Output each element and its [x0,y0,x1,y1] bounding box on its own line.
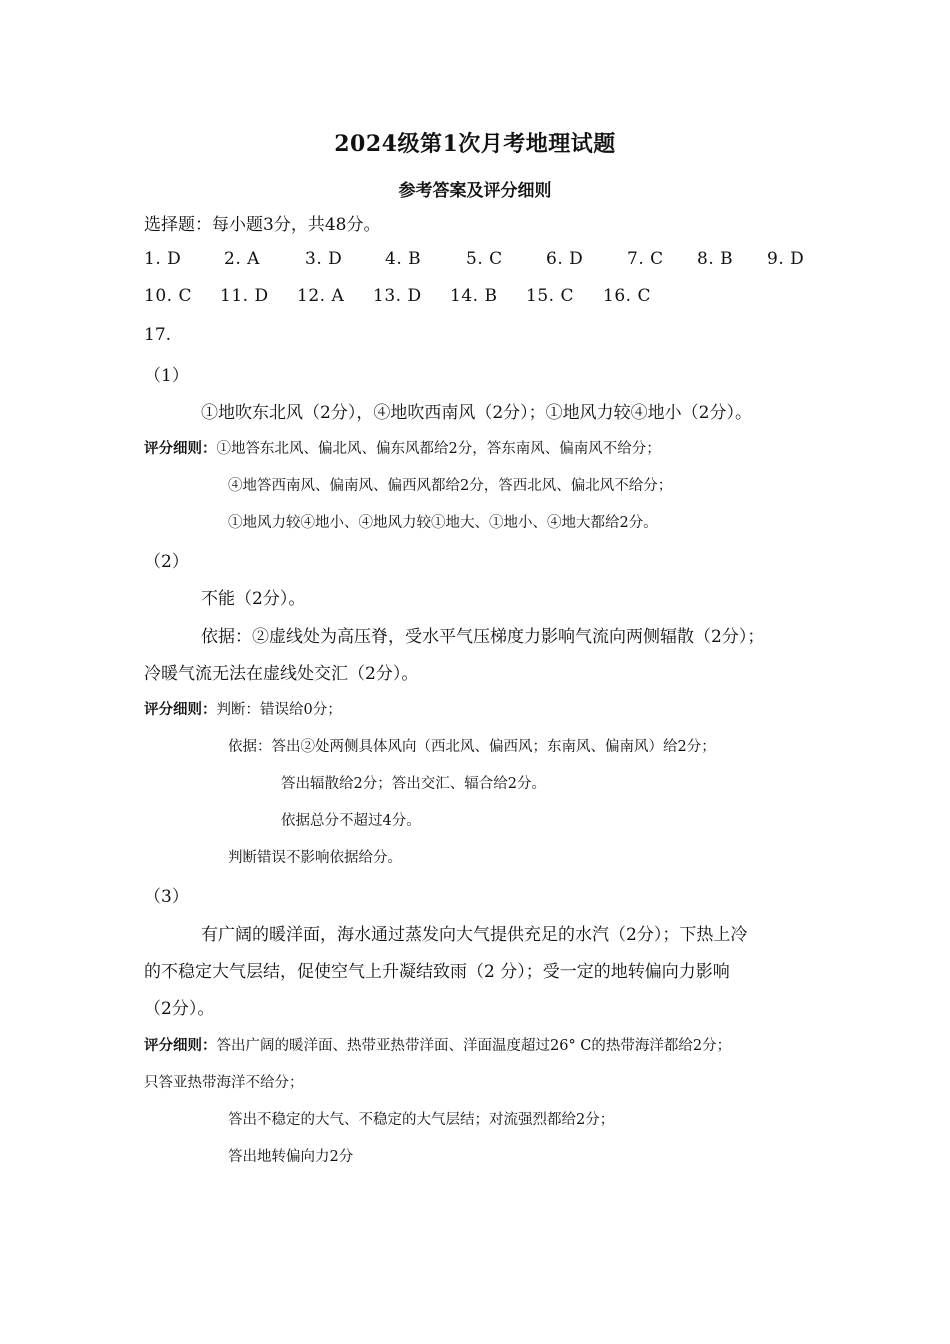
choice-answer: 9. D [767,249,805,269]
part-3-answer: 的不稳定大气层结，促使空气上升凝结致雨（2 分）；受一定的地转偏向力影响 [144,962,730,982]
part-2-label: （2） [144,552,189,572]
rubric-label: 评分细则： [144,1037,217,1054]
rubric-label: 评分细则： [144,440,217,457]
part-1-label: （1） [144,366,189,386]
page-title: 2024级第1次月考地理试题 [334,131,616,157]
choice-answer: 13. D [373,286,422,306]
choice-answer: 15. C [526,286,574,306]
part-3-answer: 有广阔的暖洋面，海水通过蒸发向大气提供充足的水汽（2分）；下热上冷 [201,925,748,945]
page-subtitle: 参考答案及评分细则 [398,181,552,201]
part-3-answer: （2分）。 [144,999,215,1019]
part-3-label: （3） [144,887,189,907]
rubric-line: ①地答东北风、偏北风、偏东风都给2分，答东南风、偏南风不给分； [216,441,661,457]
rubric-line: 判断：错误给0分； [216,702,342,718]
choice-intro: 选择题：每小题3分，共48分。 [144,215,381,235]
part-2-basis: 依据：②虚线处为高压脊，受水平气压梯度力影响气流向两侧辐散（2分）； [201,627,765,647]
rubric-line: 依据总分不超过4分。 [281,813,421,829]
choice-answer: 1. D [144,249,182,269]
rubric-line: 答出辐散给2分；答出交汇、辐合给2分。 [281,776,546,792]
rubric-label: 评分细则： [144,701,217,718]
choice-answer: 10. C [144,286,192,306]
part-1-answer: ①地吹东北风（2分），④地吹西南风（2分）；①地风力较④地小（2分）。 [201,403,752,423]
rubric-line: 答出广阔的暖洋面、热带亚热带洋面、洋面温度超过26° C的热带海洋都给2分； [216,1038,732,1054]
choice-answer: 2. A [224,249,260,269]
choice-answer: 3. D [305,249,343,269]
rubric-line: 答出地转偏向力2分 [228,1149,354,1165]
choice-answer: 12. A [297,286,345,306]
choice-answer: 4. B [385,249,422,269]
question-17-label: 17. [144,325,172,345]
part-2-answer: 不能（2分）。 [201,589,306,609]
choice-answer: 6. D [546,249,584,269]
choice-answer: 14. B [450,286,498,306]
rubric-line: ④地答西南风、偏南风、偏西风都给2分，答西北风、偏北风不给分； [228,478,673,494]
rubric-line: ①地风力较④地小、④地风力较①地大、①地小、④地大都给2分。 [228,515,658,531]
choice-answer: 11. D [220,286,269,306]
choice-answer: 8. B [697,249,734,269]
choice-answer: 16. C [603,286,651,306]
rubric-line: 判断错误不影响依据给分。 [228,850,402,866]
choice-answer: 5. C [466,249,503,269]
rubric-line: 依据：答出②处两侧具体风向（西北风、偏西风；东南风、偏南风）给2分； [228,739,716,755]
rubric-line: 只答亚热带海洋不给分； [144,1075,304,1091]
rubric-line: 答出不稳定的大气、不稳定的大气层结；对流强烈都给2分； [228,1112,615,1128]
part-2-basis: 冷暖气流无法在虚线处交汇（2分）。 [144,664,419,684]
choice-answer: 7. C [627,249,664,269]
